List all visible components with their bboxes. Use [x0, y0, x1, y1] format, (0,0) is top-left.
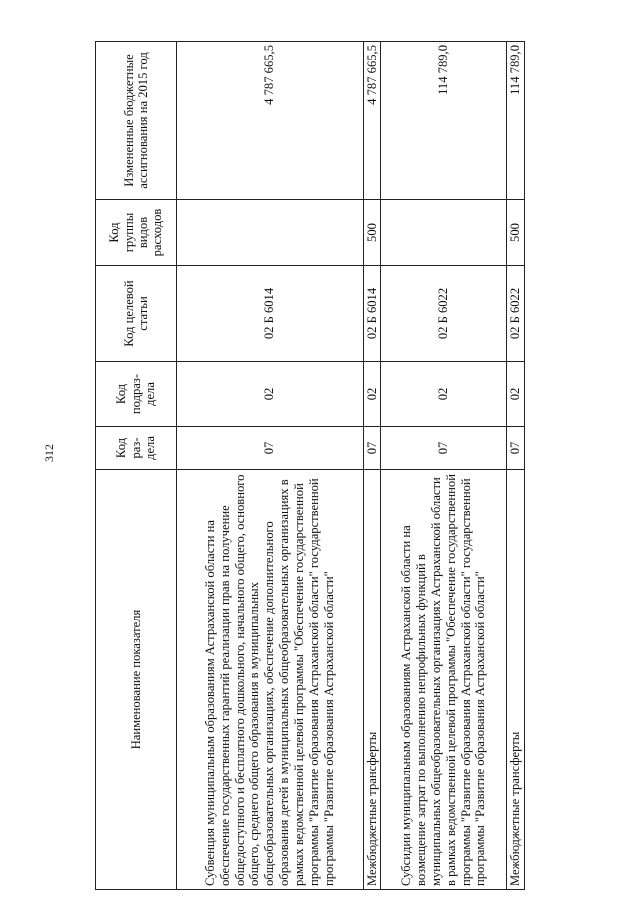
table-row — [363, 42, 381, 890]
header-sum: Измененные бюджетные ассигнования на 2015 год — [96, 42, 177, 200]
row-name: Межбюджетные трансферты — [363, 470, 381, 890]
row-statya: 02 Б 6014 — [177, 266, 364, 362]
header-name: Наименование показателя — [96, 470, 177, 890]
rotated-table-container — [95, 42, 525, 890]
row-name: Субвенция муниципальным образованиям Астраханской области на обеспечение государственных гарантий реализации прав на получение общедоступного и бесплатного дошкольного, начального общего, основного общего, среднего общего образования в муниципальных общеобразовательных организациях, обеспечение дополнительного образования детей в муниципальных общеобразовательных организациях в рамках ведомственной целевой программы "Обеспечение государственной программы "Развитие образования Астраханской области" государственной программы "Развитие образования Астраханской области" — [177, 470, 364, 890]
row-podrazdel: 02 — [363, 362, 381, 427]
row-podrazdel: 02 — [381, 362, 507, 427]
header-razdel: Код раз-дела — [96, 427, 177, 470]
row-gruppa — [177, 200, 364, 266]
row-sum: 114 789,0 — [381, 42, 507, 200]
row-sum: 4 787 665,5 — [177, 42, 364, 200]
row-name: Субсидии муниципальным образованиям Астраханской области на возмещение затрат по выполнению непрофильных функций в муниципальных общеобразовательных организациях Астраханской области в рамках ведомственной целевой программы "Обеспечение государственной программы "Развитие образования Астраханской области" государственной программы "Развитие образования Астраханской области" — [381, 470, 507, 890]
row-statya: 02 Б 6022 — [507, 266, 525, 362]
row-sum: 4 787 665,5 — [363, 42, 381, 200]
row-name: Межбюджетные трансферты — [507, 470, 525, 890]
row-podrazdel: 02 — [177, 362, 364, 427]
header-podrazdel: Код подраз-дела — [96, 362, 177, 427]
row-gruppa — [381, 200, 507, 266]
row-sum: 114 789,0 — [507, 42, 525, 200]
row-razdel: 07 — [177, 427, 364, 470]
row-gruppa: 500 — [507, 200, 525, 266]
row-statya: 02 Б 6014 — [363, 266, 381, 362]
row-razdel: 07 — [363, 427, 381, 470]
row-podrazdel: 02 — [507, 362, 525, 427]
row-statya: 02 Б 6022 — [381, 266, 507, 362]
table-header-row — [96, 42, 177, 890]
header-statya: Код целевой статьи — [96, 266, 177, 362]
page-number: 312 — [42, 444, 56, 462]
table-row — [177, 42, 364, 890]
budget-table — [95, 41, 525, 890]
table-row — [507, 42, 525, 890]
table-row — [381, 42, 507, 890]
row-razdel: 07 — [381, 427, 507, 470]
row-gruppa: 500 — [363, 200, 381, 266]
header-gruppa: Код группы видов расходов — [96, 200, 177, 266]
row-razdel: 07 — [507, 427, 525, 470]
